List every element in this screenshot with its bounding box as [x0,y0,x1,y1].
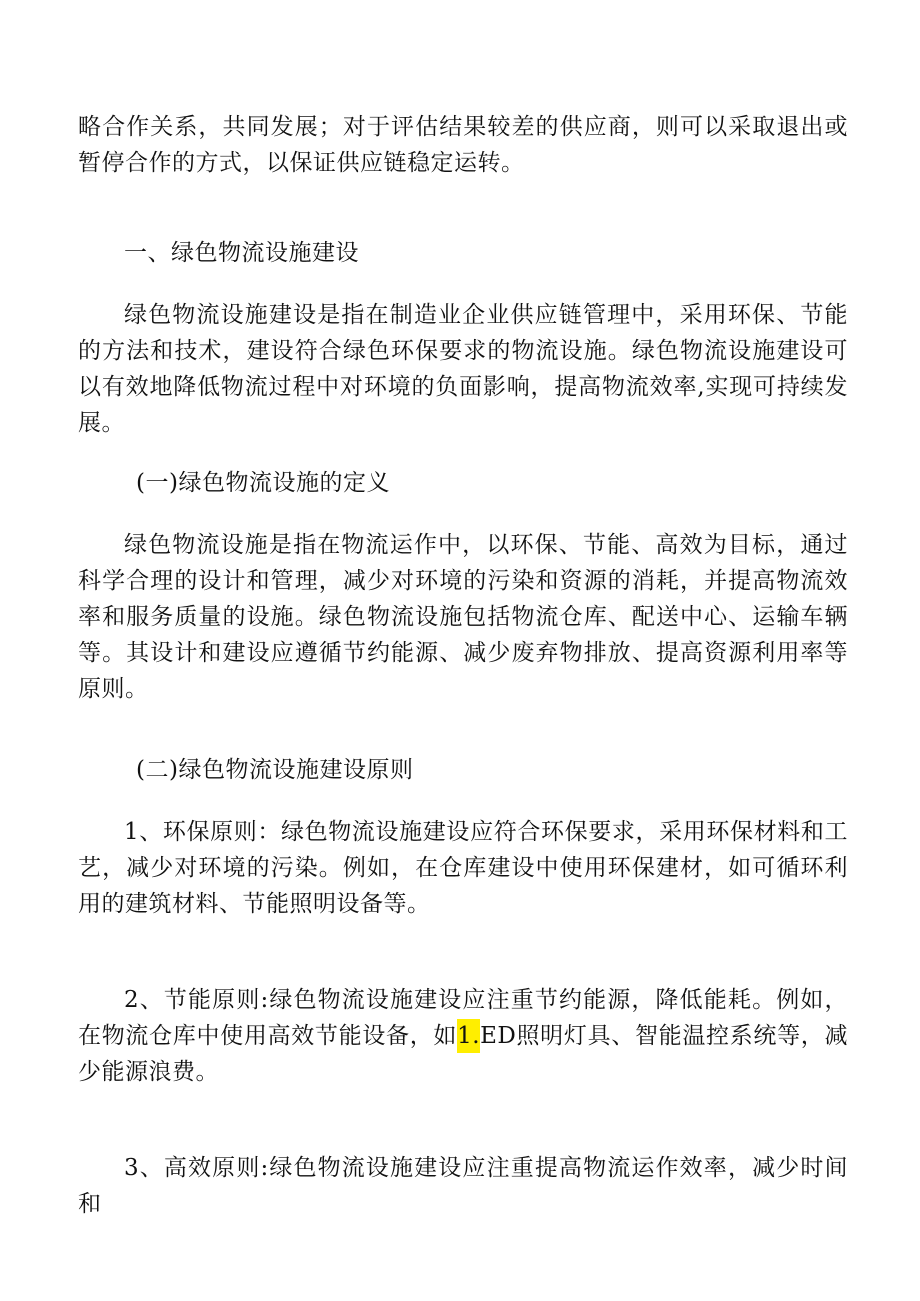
paragraph-definition: 绿色物流设施是指在物流运作中，以环保、节能、高效为目标，通过科学合理的设计和管理，减少对环境的污染和资源的消耗，并提高物流效率和服务质量的设施。绿色物流设施包括物流仓库、配送中心、运输车辆等。其设计和建设应遵循节约能源、减少废弃物排放、提高资源利用率等原则。 [78,532,848,702]
paragraph-principle-energy [78,982,848,1090]
section-heading-green-logistics: 一、绿色物流设施建设 [124,240,359,266]
paragraph-green-logistics-intro: 绿色物流设施建设是指在制造业企业供应链管理中，采用环保、节能的方法和技术，建设符合绿色环保要求的物流设施。绿色物流设施建设可以有效地降低物流过程中对环境的负面影响，提高物流效率,实现可持续发展。 [78,302,848,436]
principle-energy-text-a: 2、节能原则:绿色物流设施建设应注重节约能源，降低能耗。例如，在物流仓库中使用高效节能设备，如 [78,987,848,1049]
principle-energy-text-b: ED照明灯具、智能温控系统等，减少能源浪费。 [78,1023,849,1085]
paragraph-principle-efficiency: 3、高效原则:绿色物流设施建设应注重提高物流运作效率，减少时间和 [78,1155,848,1217]
subheading-definition: (一)绿色物流设施的定义 [136,470,390,496]
highlighted-text: 1. [457,1019,480,1053]
paragraph-continuation: 略合作关系，共同发展；对于评估结果较差的供应商，则可以采取退出或暂停合作的方式，以保证供应链稳定运转。 [78,114,848,176]
subheading-principles: (二)绿色物流设施建设原则 [136,757,414,783]
paragraph-principle-environmental: 1、环保原则：绿色物流设施建设应符合环保要求，采用环保材料和工艺，减少对环境的污染。例如，在仓库建设中使用环保建材，如可循环利用的建筑材料、节能照明设备等。 [78,819,848,917]
